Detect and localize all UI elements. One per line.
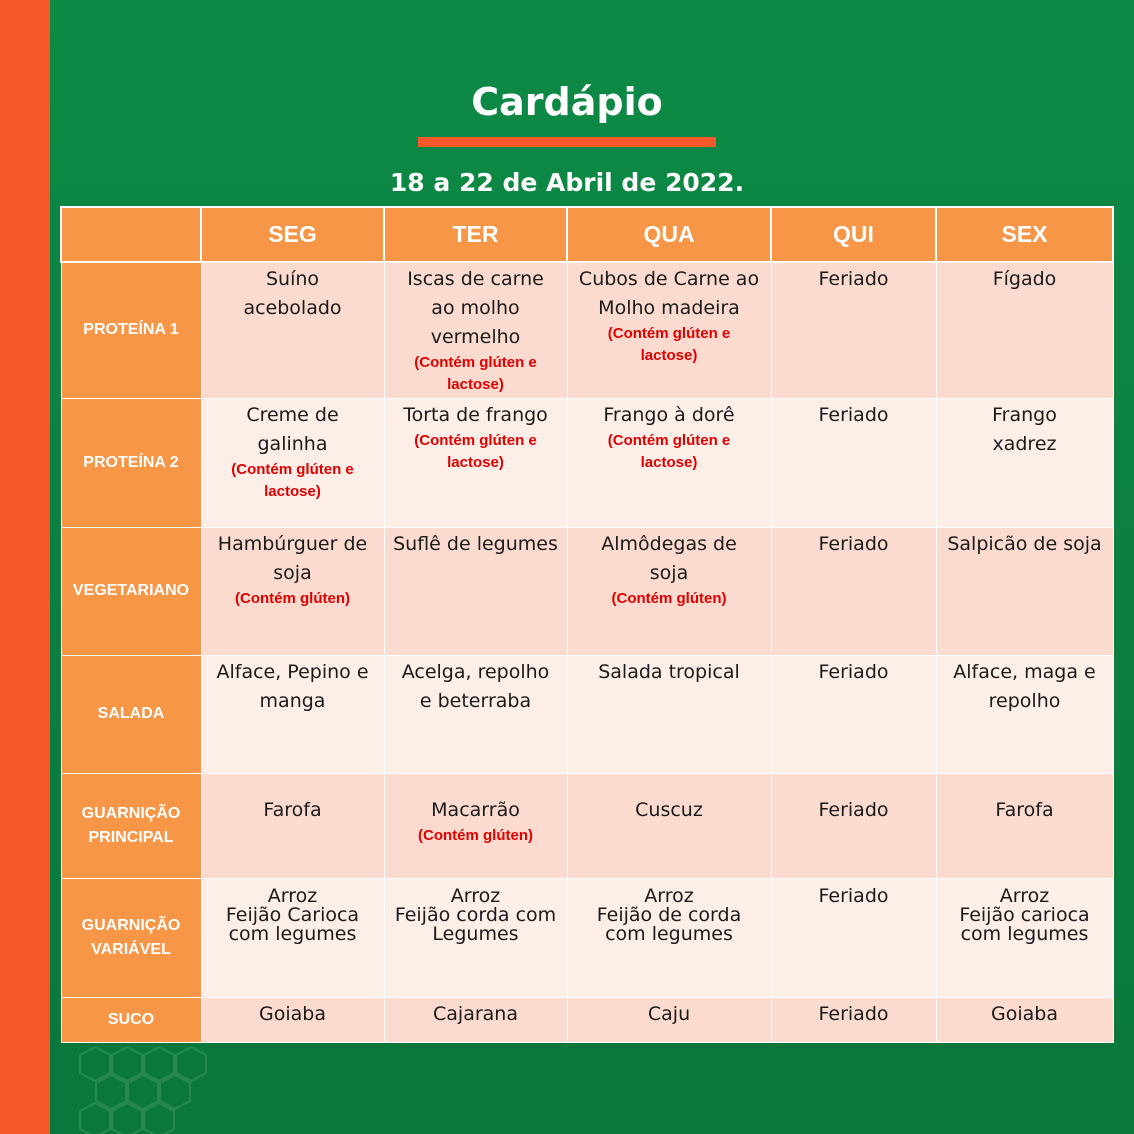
dish-name: Cuscuz (635, 798, 703, 821)
table-row (61, 527, 1113, 655)
hexagon-pattern-decoration (60, 1045, 360, 1134)
menu-cell (771, 262, 936, 398)
menu-cell (384, 997, 567, 1042)
menu-cell (771, 878, 936, 997)
menu-cell (936, 773, 1113, 878)
dish-name: Arroz Feijão corda com Legumes (394, 884, 557, 945)
menu-cell (567, 878, 771, 997)
day-header-qua: QUA (567, 207, 771, 262)
dish-name: Salpicão de soja (947, 532, 1102, 555)
row-label: SALADA (61, 655, 201, 773)
row-label: SUCO (61, 997, 201, 1042)
dish-name: Macarrão (431, 798, 520, 821)
table-row (61, 997, 1113, 1042)
row-label: PROTEÍNA 1 (61, 262, 201, 398)
dish-name: Alface, Pepino e manga (216, 660, 369, 712)
menu-cell (771, 655, 936, 773)
dish-name: Feriado (818, 798, 889, 821)
dish-name: Suflê de legumes (393, 532, 558, 555)
dish-name: Frango xadrez (992, 403, 1057, 455)
dish-name: Salada tropical (598, 660, 740, 683)
menu-cell (567, 398, 771, 527)
dish-name: Frango à dorê (603, 403, 735, 426)
allergen-note: (Contém glúten e lactose) (414, 431, 537, 471)
menu-cell (384, 398, 567, 527)
page-title: Cardápio (471, 80, 663, 124)
menu-cell (936, 878, 1113, 997)
menu-cell (201, 398, 384, 527)
dish-name: Torta de frango (403, 403, 548, 426)
dish-name: Cubos de Carne ao Molho madeira (578, 268, 760, 319)
menu-cell (384, 655, 567, 773)
dish-name: Caju (647, 1002, 691, 1025)
dish-name: Arroz Feijão Carioca com legumes (225, 884, 360, 945)
dish-name: Almôdegas de soja (601, 532, 737, 584)
menu-cell (201, 527, 384, 655)
dish-name: Fígado (992, 268, 1057, 290)
dish-name: Feriado (818, 660, 889, 683)
menu-cell (771, 997, 936, 1042)
menu-cell (936, 262, 1113, 398)
dish-name: Arroz Feijão de corda com legumes (596, 884, 742, 945)
dish-name: Farofa (995, 798, 1054, 821)
allergen-note: (Contém glúten e lactose) (231, 460, 354, 500)
date-range-subtitle: 18 a 22 de Abril de 2022. (389, 168, 745, 197)
menu-cell (384, 262, 567, 398)
dish-name: Hambúrguer de soja (217, 532, 368, 584)
day-header-seg: SEG (201, 207, 384, 262)
menu-cell (567, 773, 771, 878)
menu-cell (201, 997, 384, 1042)
dish-name: Creme de galinha (246, 403, 339, 455)
dish-name: Arroz Feijão carioca com legumes (959, 884, 1090, 945)
menu-table (60, 206, 1114, 1043)
table-row (61, 655, 1113, 773)
dish-name: Feriado (818, 1002, 889, 1025)
day-header-sex: SEX (936, 207, 1113, 262)
allergen-note: (Contém glúten) (235, 589, 350, 607)
table-row (61, 398, 1113, 527)
table-row (61, 262, 1113, 398)
menu-cell (567, 997, 771, 1042)
day-header-qui: QUI (771, 207, 936, 262)
menu-cell (567, 655, 771, 773)
menu-cell (567, 262, 771, 398)
row-label: GUARNIÇÃO VARIÁVEL (61, 878, 201, 997)
dish-name: Alface, maga e repolho (953, 660, 1096, 712)
dish-name: Goiaba (991, 1002, 1058, 1025)
title-underline (418, 137, 716, 147)
dish-name: Acelga, repolho e beterraba (401, 660, 550, 712)
menu-cell (771, 773, 936, 878)
day-header-ter: TER (384, 207, 567, 262)
table-row (61, 773, 1113, 878)
allergen-note: (Contém glúten) (611, 589, 727, 607)
dish-name: Goiaba (259, 1002, 326, 1025)
dish-name: Cajarana (433, 1002, 518, 1025)
row-label: GUARNIÇÃO PRINCIPAL (61, 773, 201, 878)
dish-name: Feriado (818, 268, 889, 290)
dish-name: Iscas de carne ao molho vermelho (407, 268, 544, 348)
menu-cell (936, 398, 1113, 527)
dish-name: Suíno acebolado (243, 268, 342, 319)
allergen-note: (Contém glúten e lactose) (414, 354, 537, 393)
table-header-row (61, 207, 1113, 262)
dish-name: Feriado (818, 403, 889, 426)
allergen-note: (Contém glúten) (418, 826, 533, 844)
dish-name: Feriado (818, 884, 889, 907)
menu-cell (936, 655, 1113, 773)
dish-name: Farofa (263, 798, 322, 821)
menu-cell (201, 655, 384, 773)
table-row (61, 878, 1113, 997)
row-label: PROTEÍNA 2 (61, 398, 201, 527)
menu-cell (936, 527, 1113, 655)
menu-cell (201, 262, 384, 398)
menu-cell (384, 527, 567, 655)
menu-cell (771, 398, 936, 527)
menu-cell (567, 527, 771, 655)
row-label: VEGETARIANO (61, 527, 201, 655)
allergen-note: (Contém glúten e lactose) (607, 325, 731, 364)
menu-cell (936, 997, 1113, 1042)
menu-cell (384, 878, 567, 997)
menu-cell (201, 878, 384, 997)
menu-cell (201, 773, 384, 878)
corner-cell (61, 207, 201, 262)
menu-cell (771, 527, 936, 655)
menu-cell (384, 773, 567, 878)
dish-name: Feriado (818, 532, 889, 555)
allergen-note: (Contém glúten e lactose) (607, 431, 731, 471)
